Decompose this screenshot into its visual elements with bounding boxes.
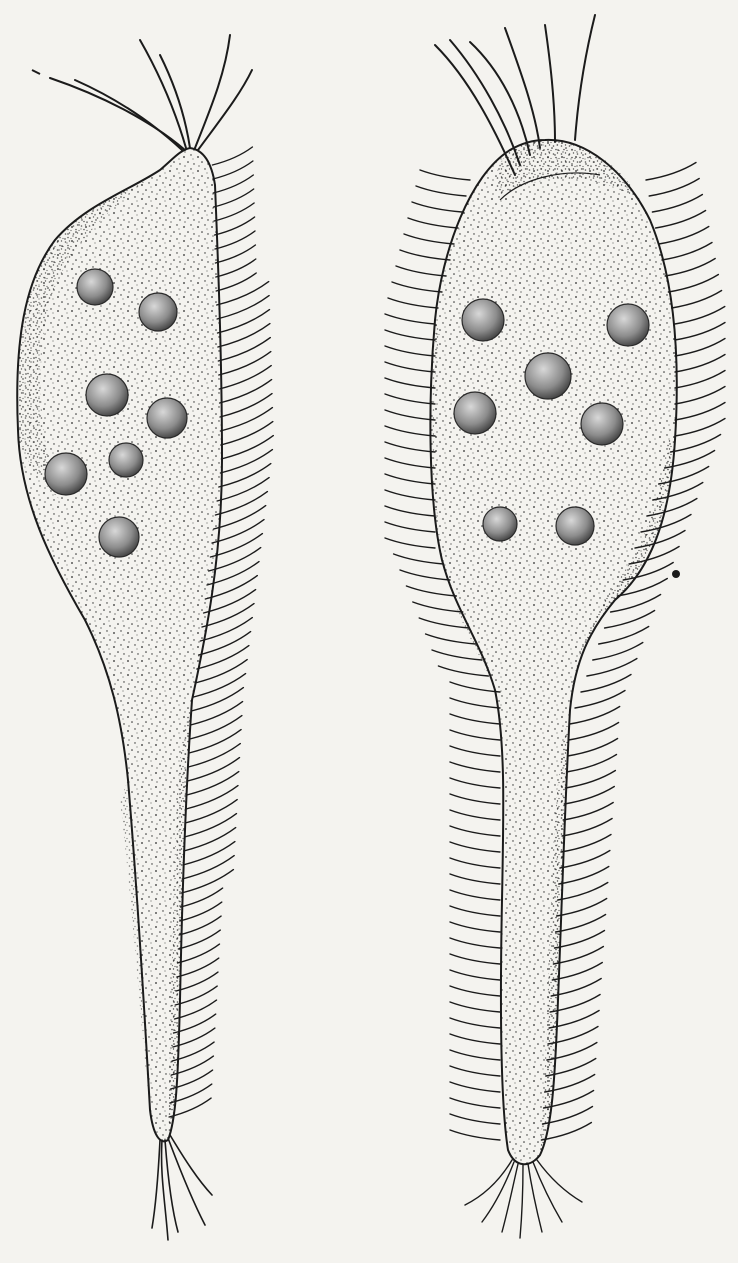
cilium	[450, 858, 500, 868]
cilium	[188, 744, 240, 767]
cilium	[450, 906, 500, 916]
cilium	[220, 450, 272, 473]
cilium	[412, 202, 462, 212]
cilium	[560, 851, 610, 869]
cilium	[187, 772, 239, 795]
cilium	[558, 883, 608, 901]
cilium	[675, 307, 725, 325]
cilium	[569, 723, 619, 741]
cilium	[665, 259, 715, 277]
cilium	[385, 314, 435, 324]
cilium	[219, 464, 271, 487]
corner-mark	[32, 70, 40, 74]
cilium	[404, 234, 454, 244]
cilium	[392, 282, 442, 292]
cilium	[212, 147, 252, 165]
right-specimen	[385, 15, 725, 1238]
right-inclusion	[607, 304, 649, 346]
cilium	[450, 1114, 500, 1124]
cilium	[557, 899, 607, 917]
cilium	[188, 758, 240, 781]
cilium	[675, 371, 725, 389]
cilium	[450, 746, 500, 756]
cilium	[675, 339, 725, 357]
cilium	[450, 762, 500, 772]
cilium	[652, 195, 702, 213]
cilium	[197, 646, 249, 669]
cilium	[385, 378, 435, 388]
cilium	[555, 931, 605, 949]
cilium	[191, 688, 243, 711]
cilium	[672, 291, 722, 309]
cilium	[420, 170, 470, 180]
cilium	[668, 275, 718, 293]
cilium	[385, 426, 435, 436]
cilium	[450, 1018, 500, 1028]
cilium	[450, 810, 500, 820]
cilium	[394, 554, 444, 564]
cilium	[385, 330, 435, 340]
cilium	[191, 702, 243, 725]
left-specimen	[17, 35, 273, 1240]
left-inclusion	[109, 443, 143, 477]
cilium	[400, 250, 450, 260]
cilium	[385, 442, 435, 452]
cilium	[450, 826, 500, 836]
cilium	[416, 186, 466, 196]
cilium	[450, 874, 500, 884]
cilium	[450, 1130, 500, 1140]
cilium	[563, 803, 613, 821]
right-inclusion	[462, 299, 504, 341]
cilium	[450, 970, 500, 980]
cilium	[646, 163, 696, 181]
cilium	[194, 674, 246, 697]
cilium	[450, 1098, 500, 1108]
cilium	[190, 716, 242, 739]
cilium	[400, 570, 450, 580]
cilium	[181, 870, 233, 893]
cilium	[385, 346, 435, 356]
cilium	[565, 771, 615, 789]
cilium	[450, 986, 500, 996]
right-inclusion	[454, 392, 496, 434]
cilium	[656, 211, 706, 229]
cilium	[189, 730, 241, 753]
cilium	[385, 506, 435, 516]
cilium	[450, 1066, 500, 1076]
cilium	[186, 786, 238, 809]
cilium	[217, 478, 269, 501]
cilium	[221, 436, 273, 459]
cilium	[432, 650, 482, 660]
left-inclusion	[86, 374, 128, 416]
cilium	[438, 666, 488, 676]
left-posterior-cilia	[152, 1135, 212, 1240]
cilium	[450, 1002, 500, 1012]
cilium	[587, 659, 637, 677]
cilium	[408, 218, 458, 228]
cilium	[564, 787, 614, 805]
cilium	[559, 867, 609, 885]
cilium	[581, 675, 631, 693]
cilium	[561, 835, 611, 853]
cilium	[562, 819, 612, 837]
ink-dot	[672, 570, 680, 578]
cilium	[385, 410, 435, 420]
cilium	[195, 660, 247, 683]
cilium	[385, 522, 435, 532]
cilium	[396, 266, 446, 276]
right-inclusion	[483, 507, 517, 541]
cilium	[593, 643, 643, 661]
cilium	[185, 814, 237, 837]
cilium	[385, 362, 435, 372]
left-inclusion	[45, 453, 87, 495]
cilium	[450, 794, 500, 804]
cilium	[675, 323, 725, 341]
cilium	[183, 842, 235, 865]
left-inclusion	[77, 269, 113, 305]
right-inclusion	[581, 403, 623, 445]
cilium	[450, 890, 500, 900]
cilium	[450, 1034, 500, 1044]
cilium	[568, 739, 618, 757]
cilium	[649, 179, 699, 197]
cilium	[385, 458, 435, 468]
cilium	[450, 730, 500, 740]
cilium	[385, 474, 435, 484]
cilium	[659, 227, 709, 245]
cilium	[675, 419, 725, 437]
cilium	[413, 602, 463, 612]
cilium	[575, 691, 625, 709]
cilium	[450, 714, 500, 724]
cilium	[662, 243, 712, 261]
cilium	[450, 922, 500, 932]
cilium	[671, 435, 721, 453]
cilium	[185, 800, 237, 823]
left-inclusion	[147, 398, 187, 438]
cilium	[605, 611, 655, 629]
cilium	[406, 586, 456, 596]
cilium	[450, 954, 500, 964]
cilium	[570, 707, 620, 725]
right-inclusion	[525, 353, 571, 399]
cilium	[450, 1082, 500, 1092]
cilium	[450, 698, 500, 708]
cilium	[388, 298, 438, 308]
cilium	[675, 355, 725, 373]
cilium	[184, 828, 236, 851]
cilium	[450, 938, 500, 948]
cilium	[426, 634, 476, 644]
cilium	[450, 778, 500, 788]
left-anterior-cilia	[50, 35, 252, 150]
cilium	[199, 632, 251, 655]
right-posterior-cilia	[465, 1160, 582, 1238]
cilium	[556, 915, 606, 933]
cilium	[567, 755, 617, 773]
cilium	[599, 627, 649, 645]
cilium	[182, 856, 234, 879]
left-inclusion	[139, 293, 177, 331]
cilium	[450, 1050, 500, 1060]
cilium	[215, 492, 267, 515]
cilium	[385, 490, 435, 500]
cilium	[385, 538, 435, 548]
cilium	[450, 842, 500, 852]
cilium	[675, 403, 725, 421]
cilium	[385, 394, 435, 404]
right-inclusion	[556, 507, 594, 545]
cilium	[675, 387, 725, 405]
left-inclusion	[99, 517, 139, 557]
